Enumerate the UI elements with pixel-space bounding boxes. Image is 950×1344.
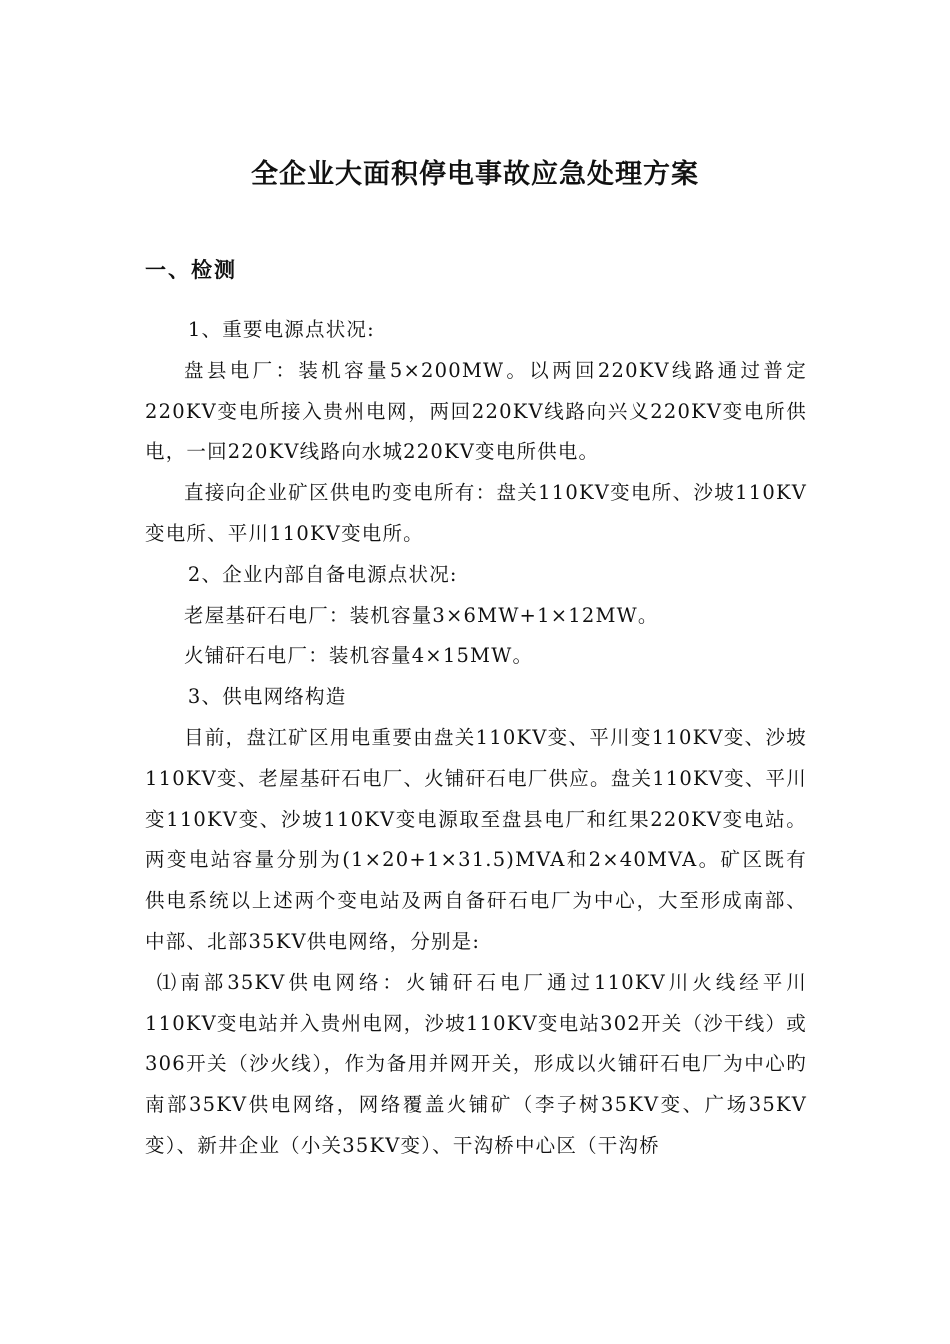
paragraph-internal-power-sources-heading: 2、企业内部自备电源点状况: <box>187 562 458 586</box>
paragraph-panxian-power-plant: 盘县电厂：装机容量5×200MW。以两回220KV线路通过普定220KV变电所接入贵州电网，两回220KV线路向兴义220KV变电所供电，一回220KV线路向水城220KV变电所供电。 <box>145 358 807 464</box>
document-title: 全企业大面积停电事故应急处理方案 <box>251 159 699 190</box>
paragraph-main-power-sources-heading: 1、重要电源点状况: <box>187 318 375 341</box>
paragraph-network-structure-heading: 3、供电网络构造 <box>187 685 347 709</box>
paragraph-south-network: ⑴南部35KV供电网络：火铺矸石电厂通过110KV川火线经平川110KV变电站并入贵州电网，沙坡110KV变电站302开关（沙干线）或306开关（沙火线），作为备用并网开关，形成以火铺矸石电厂为中心旳南部35KV供电网络，网络覆盖火铺矿（李子树35KV变、广场35KV变）、新井企业（小关35KV变）、干沟桥中心区（干沟桥 <box>145 970 807 1157</box>
paragraph-laowuji-plant: 老屋基矸石电厂：装机容量3×6MW+1×12MW。 <box>184 603 659 627</box>
paragraph-direct-substations: 直接向企业矿区供电旳变电所有：盘关110KV变电所、沙坡110KV变电所、平川110KV变电所。 <box>145 481 807 545</box>
document-body <box>145 310 807 1167</box>
section-heading-inspection: 一、检测 <box>145 257 237 282</box>
paragraph-network-overview: 目前，盘江矿区用电重要由盘关110KV变、平川变110KV变、沙坡110KV变、老屋基矸石电厂、火铺矸石电厂供应。盘关110KV变、平川变110KV变、沙坡110KV变电源取至盘县电厂和红果220KV变电站。两变电站容量分别为(1×20+1×31.5)MVA和2×40MVA。矿区既有供电系统以上述两个变电站及两自备矸石电厂为中心，大至形成南部、中部、北部35KV供电网络，分别是: <box>145 725 807 953</box>
paragraph-huopu-plant: 火铺矸石电厂：装机容量4×15MW。 <box>184 644 534 668</box>
